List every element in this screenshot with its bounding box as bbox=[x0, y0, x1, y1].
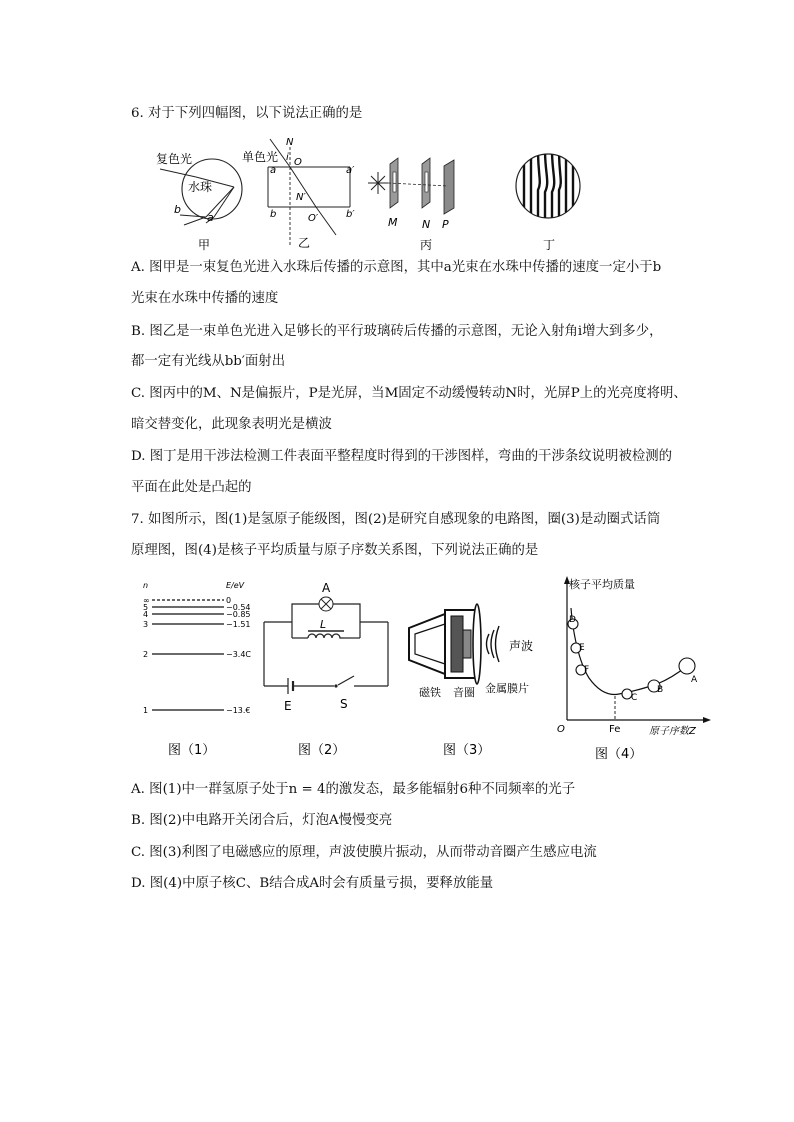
q6-stem: 6. 对于下列四幅图，以下说法正确的是 bbox=[131, 106, 363, 121]
q7-figure-1-energy-levels bbox=[140, 578, 260, 764]
fig1-level-n: 1 bbox=[143, 706, 149, 715]
yi-label-a2: a′ bbox=[346, 165, 355, 176]
q7-figure-2-circuit bbox=[262, 578, 390, 764]
fig1-levels bbox=[143, 596, 251, 715]
q6-option-b-line1: B. 图乙是一束单色光进入足够长的平行玻璃砖后传播的示意图，无论入射角i增大到多少， bbox=[131, 324, 663, 339]
fig3-label-magnet: 磁铁 bbox=[419, 686, 441, 699]
fig2-label-L: L bbox=[320, 618, 327, 631]
fig4-origin: O bbox=[557, 724, 565, 735]
fig4-fe: Fe bbox=[609, 724, 621, 735]
fig1-level-n: 4 bbox=[143, 610, 149, 619]
q6-option-d-line1: D. 图丁是用干涉法检测工件表面平整程度时得到的干涉图样，弯曲的干涉条纹说明被检测的 bbox=[131, 449, 673, 464]
fig1-level-energy: −1.51 bbox=[226, 620, 251, 629]
fig3-label-film: 金属膜片 bbox=[485, 682, 529, 695]
yi-label-b: b bbox=[270, 209, 277, 220]
fig4-nucleus-label: F bbox=[584, 665, 590, 675]
yi-caption: 乙 bbox=[298, 236, 311, 250]
fig1-level-energy: −0.85 bbox=[226, 610, 251, 619]
fig4-nucleus-label: B bbox=[657, 685, 664, 695]
fig4-points bbox=[568, 615, 698, 703]
q6-option-c-line2: 暗交替变化，此现象表明光是横波 bbox=[131, 417, 332, 432]
fig1-level-n: 3 bbox=[143, 620, 149, 629]
ding-caption: 丁 bbox=[543, 238, 556, 252]
q6-figure-bing bbox=[368, 150, 478, 258]
bing-label-P: P bbox=[442, 218, 449, 231]
q6-figure-ding bbox=[512, 150, 592, 258]
q7-option-b: B. 图(2)中电路开关闭合后，灯泡A慢慢变亮 bbox=[131, 813, 393, 828]
q6-figure-yi bbox=[240, 135, 370, 255]
fig2-label-E: E bbox=[284, 699, 292, 713]
q7-option-d: D. 图(4)中原子核C、B结合成A时会有质量亏损，要释放能量 bbox=[131, 876, 494, 891]
fig2-caption: 图（2） bbox=[298, 743, 346, 758]
fig1-level-n: ∞ bbox=[143, 596, 150, 605]
fig1-col-n: n bbox=[143, 581, 149, 590]
fig4-xlabel: 原子序数Z bbox=[649, 726, 696, 737]
yi-label-mono: 单色光 bbox=[242, 150, 279, 164]
fig4-nucleus-label: E bbox=[579, 643, 585, 653]
yi-label-O: O bbox=[294, 157, 302, 168]
bing-caption: 丙 bbox=[420, 238, 433, 252]
fig4-nucleus-label: D bbox=[569, 615, 576, 625]
q7-figure-3-microphone bbox=[405, 578, 545, 764]
fig2-label-A: A bbox=[322, 581, 331, 595]
jia-label-b: b bbox=[174, 203, 181, 216]
bing-label-N: N bbox=[422, 218, 431, 231]
q7-stem-line2: 原理图，图(4)是核子平均质量与原子序数关系图，下列说法正确的是 bbox=[131, 543, 539, 558]
fig3-label-wave: 声波 bbox=[509, 639, 534, 653]
fig1-level-n: 2 bbox=[143, 650, 149, 659]
fig1-caption: 图（1） bbox=[168, 743, 216, 758]
bing-label-M: M bbox=[388, 216, 398, 229]
jia-label-a: a bbox=[207, 211, 214, 224]
yi-label-a: a bbox=[270, 165, 277, 176]
fig1-col-e: E/eV bbox=[226, 581, 245, 590]
jia-caption: 甲 bbox=[198, 238, 211, 252]
fig2-label-S: S bbox=[340, 697, 348, 711]
yi-label-N2: N′ bbox=[296, 192, 306, 203]
fig4-ylabel: 核子平均质量 bbox=[569, 578, 635, 591]
q6-option-b-line2: 都一定有光线从bb′面射出 bbox=[131, 354, 286, 369]
fig1-level-energy: −13.€ bbox=[226, 706, 251, 715]
q6-option-a-line1: A. 图甲是一束复色光进入水珠后传播的示意图，其中a光束在水珠中传播的速度一定小于b bbox=[131, 260, 662, 275]
fig1-level-n: 5 bbox=[143, 603, 149, 612]
yi-label-i: i bbox=[286, 152, 289, 163]
q7-figure-4-binding-curve bbox=[555, 574, 715, 764]
q6-option-a-line2: 光束在水珠中传播的速度 bbox=[131, 291, 279, 306]
fig4-caption: 图（4） bbox=[595, 747, 643, 762]
fig1-level-energy: −3.4C bbox=[226, 650, 252, 659]
q7-option-c: C. 图(3)利图了电磁感应的原理，声波使膜片振动，从而带动音圈产生感应电流 bbox=[131, 845, 597, 860]
yi-label-b2: b′ bbox=[346, 209, 355, 220]
q6-option-d-line2: 平面在此处是凸起的 bbox=[131, 480, 252, 495]
yi-label-O2: O′ bbox=[308, 213, 319, 224]
fig1-level-energy: −0.54 bbox=[226, 603, 251, 612]
jia-label-fuse: 复色光 bbox=[156, 152, 193, 166]
q7-option-a: A. 图(1)中一群氢原子处于n = 4的激发态，最多能辐射6种不同频率的光子 bbox=[131, 782, 576, 797]
jia-label-drop: 水珠 bbox=[188, 180, 213, 194]
q6-figure-jia bbox=[150, 143, 250, 255]
yi-label-N: N bbox=[286, 137, 294, 148]
fig3-label-coil: 音圈 bbox=[453, 686, 475, 699]
fig4-nucleus-label: C bbox=[631, 693, 638, 703]
q6-option-c-line1: C. 图丙中的M、N是偏振片，P是光屏，当M固定不动缓慢转动N时，光屏P上的光亮度将明、 bbox=[131, 386, 687, 401]
fig4-nucleus-label: A bbox=[691, 675, 698, 685]
fig1-level-energy: 0 bbox=[226, 596, 232, 605]
fig3-caption: 图（3） bbox=[443, 743, 491, 758]
fig4-nucleus bbox=[679, 658, 695, 674]
q7-stem-line1: 7. 如图所示，图(1)是氢原子能级图，图(2)是研究自感现象的电路图，圈(3)是动圈式话筒 bbox=[131, 512, 661, 527]
